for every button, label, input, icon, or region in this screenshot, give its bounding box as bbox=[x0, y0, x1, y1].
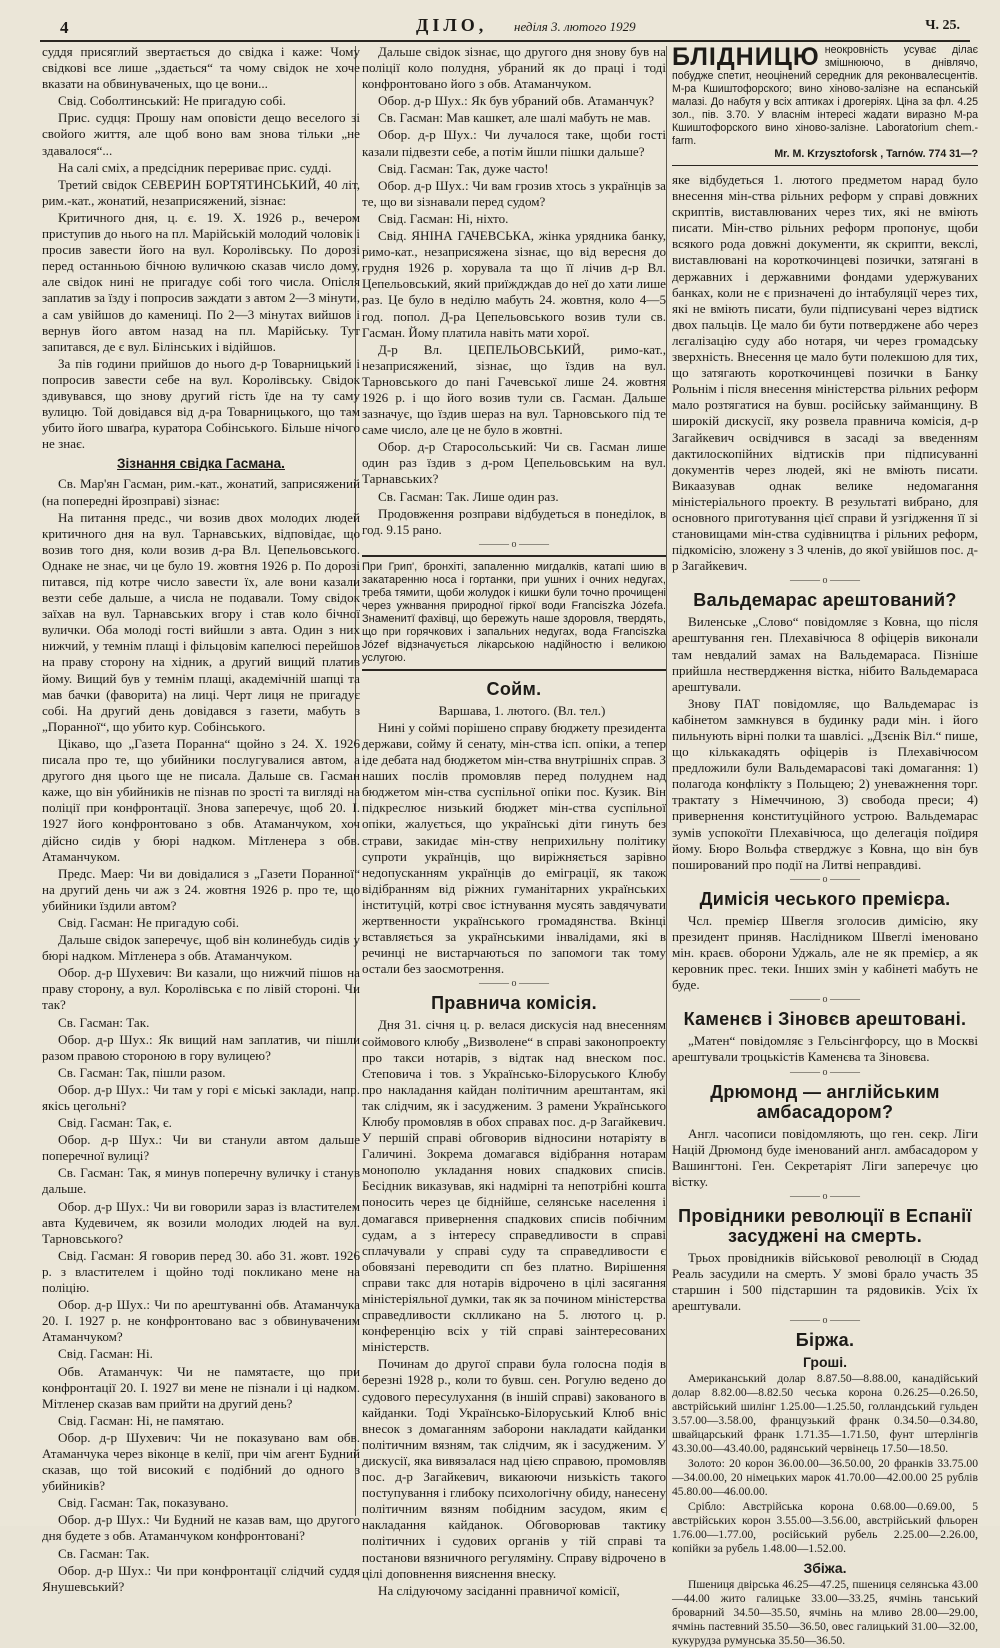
paragraph: Св. Гасман: Так. Лише один раз. bbox=[378, 488, 559, 504]
section-separator: ——— o ——— bbox=[790, 575, 860, 587]
paragraph: Третий свідок СЕВЕРИН БОРТЯТИНСЬКИЙ, 40 літ, рим.-кат., жонатий, незаприсяжений, зізнає: bbox=[42, 176, 360, 208]
paragraph: Обор. д-р Шух.: Чи по арештуванні обв. Атаманчука 20. І. 1927 р. не конфронтовано вас з обвинуваченим Атаманчуком? bbox=[42, 1297, 360, 1345]
paragraph: Обор. д-р Шух.: Чи вам грозив хтось з українців за те, що ви зізнавали перед судом? bbox=[362, 177, 666, 209]
paragraph: суддя присяглий звертається до свідка і каже: Чому свідкові все лише „здається“ та чому свідок не хоче вказати на обвинуваченых, що це вони... bbox=[42, 44, 360, 92]
paragraph: Свід. Гасман: Так, є. bbox=[58, 1115, 172, 1131]
section-title-spain: Провідники революції в Еспанії засуджені на смерть. bbox=[678, 1205, 972, 1246]
section-title-soym: Сойм. bbox=[486, 678, 542, 699]
paragraph: Обор. д-р Шух.: Як вищий нам заплатив, чи пішли разом правою стороною в гору вулицею? bbox=[42, 1031, 360, 1063]
paragraph: Обор. д-р Шухевич: Чи не показувано вам обв. Атаманчука через віконце в келії, при чім агент Будний сказав, що той високий є подібний до одного з убийників? bbox=[42, 1429, 360, 1494]
paragraph: Обор. д-р Шух.: Як був убраний обв. Атаманчук? bbox=[378, 93, 655, 109]
paragraph: Американський долар 8.87.50—8.88.00, канадійський долар 8.82.00—8.82.50 чеська корона 0.26.25—0.26.50, австрійський шилінг 1.25.00—1.25.50, голландський гульден 3.57.00—3.58.00, французький франк 0.34.50—0.34.80, швайцарський франк 1.71.35—1.71.50, фунт штерлінгів 43.30.00—43.40.00, радянський червінець 17.50—18.50. bbox=[672, 1372, 978, 1456]
advertisement-blidnytsyu bbox=[672, 44, 978, 166]
paragraph: „Матен“ повідомляє з Гельсінгфорсу, що в Москві арештували троцькістів Каменєва та Зіновєва. bbox=[672, 1033, 978, 1065]
advertisement-franciszka-jozefa: При Грип', бронхіті, запаленню мигдалків, катапі шию в закатаренню носа і гортанки, при ушних і очних недугах, треба тямити, щоби жолудок і кишки були точно прочищені через ужнвання природної гіркої води Franciszka Józefa. Знаменитї фахівці, що бережуть наше здоровля, твердять, що при горячкових і запальних недугах, вода Franciszka Józef відзначується лікарською надійностю і великою услугою. bbox=[362, 555, 666, 671]
paragraph: Нині у соймі порішено справу бюджету президента держави, сойму й сенату, мін-ства ісп. опіки, а тепер іде дебата над бюджетом мін-ства внутрішніх справ. З наших послів промовляв перед полуднем над бюджетом мін-ства суспільної опіки пос. Кузик. Він підкреслює низький бюджет мін-ства суспільної опіки, жалується, що українські діти гинуть без страви, закидає мін-ству неприхильну політику супроти українців, що виріжняється зарівно недопусканням українців до еміграції, як також відібранням від ріжних гуманітарних українських інституцій, котрі своє істнування мусять завдячувати жертвенности українського громадянства. Вкінці вставляється за українськими інвалідами, які в речинці не вистарчаються по запомоги так тому остали без заосмотрення. bbox=[362, 719, 666, 977]
paragraph: Обв. Атаманчук: Чи не памятаєте, що при конфронтації 20. І. 1927 ви мене не пізнали і ці надком. Мітленер сказав вам прийти на другий день? bbox=[42, 1363, 360, 1411]
section-title-pravnycha-komisiya: Правнича комісія. bbox=[431, 993, 597, 1014]
exchange-rates bbox=[672, 1354, 978, 1648]
paragraph: Обор. д-р Шух.: Чи лучалося таке, щоби гості казали підвезти себе, а потім йшли пішки дальше? bbox=[362, 127, 666, 159]
section-separator: ——— o ——— bbox=[790, 1066, 860, 1078]
paragraph: Обор. д-р Шух.: Чи при конфронтації слідчий суддя Янушевський? bbox=[42, 1562, 360, 1594]
page-number: 4 bbox=[60, 18, 69, 37]
paragraph: Прис. судця: Прошу нам оповісти дещо веселого зі свойого життя, але щоб воно вам знова тільки „не здавалося“... bbox=[42, 110, 360, 158]
paragraph: Знову ПАТ повідомляє, що Вальдемарас із кабінетом замкнувся в будинку ради мін. і його пильнують вірні полки та шавлісі. „Дзєнік Віл.“ пише, що кількакадять офіцерів із Плехавічюсом предложили були Вальдемарасові такі домагання: 1) полагода конфлікту з Польщею; 2) уневажнення торг. трактату з Німеччиною, 3) свобода преси; 4) привернення конституційного устрою. Вальдемарас зумів успокоїти Плехавічюса, що делегація поїдиря йому. Бюро Вольфа стверджує з Ковна, що він був поширований про події на Литві неправдиві. bbox=[672, 695, 978, 872]
paragraph: Свід. Гасман: Ні. bbox=[58, 1346, 153, 1362]
paragraph: На питання предс., чи возив двох молодих людей критичного дня на вул. Тарнавських, відповідає, що возив того дня, коли возив д-ра Вл. Цепельовського. Однаке не знає, чи це було 19. жовтня 1926 р. По дорозі питався, під котре число завести їх, але вони казали везти себе дальше, а числа не подавали. Тому свідок заїхав на вул. Тарнавських вгору і став коло бічної вулички. Оба молоді гості вийшли з авта. Один з них нижчий, у темнім плащі і фільцовім капелюсі перейшов на праву сторону на хідник, а другий вищий платив йому. Вищий був у темнім плащі, академічній шапці та мав бачки (фаворита) на лиці. Черт лиця не пригадує собі. На другий день довідався з газети, мабуть з „Поранної“, що убито кур. Собінського. bbox=[42, 509, 360, 734]
column-2 bbox=[362, 44, 666, 1598]
column-3 bbox=[672, 43, 978, 1648]
subheading-money: Гроші. bbox=[803, 1354, 847, 1371]
paragraph: Св. Мар'ян Гасман, рим.-кат., жонатий, заприсяжений (на попередні йрозправі) зізнає: bbox=[42, 476, 360, 508]
paragraph: Свід. Гасман: Так, показувано. bbox=[58, 1495, 229, 1511]
ad-headline: БЛІДНИЦЮ bbox=[672, 43, 820, 71]
paragraph: Дня 31. січня ц. р. велася дискусія над внесенням соймового клюбу „Визволене“ в справі законопроекту про такси нотарів, з відтак над внеском пос. Степовича і тов. з Українсько-Білоруського Клюбу про накладання кайдан політичним арештантам, які так слідчим, як і засудженим. З рамени Українського Клюбу промовляв в обох справах пос. д-р Загайкевич. У першій справі обговорив відносини нотаріяту в Галичині. Зокрема домагався відібрання нотарам монополю укладання нових спадкових списів. Бесідник виказував, які надмірні та непотрібні кошта поносить через це біднійше, селянське населення і домагався привернення спадкових списів побічним судам, а з інтересу справедливости в справі сплачували у справі суду та справедливости є обовязані переводити сп без платно. Вирішення справи такс для нотарів відрочено в цілі засягання міністеріяльної думки, так як за почином міністерства справедливости склликано на 5. лютого ц. р. конференцію всіх у тій справі заінтересованих міністерств. bbox=[362, 1017, 666, 1355]
section-title-drumond: Дрюмонд — англійським амбасадором? bbox=[710, 1081, 940, 1122]
paragraph: Обор. д-р Старосольський: Чи св. Гасман лише один раз їздив з д-ром Цепельовським на вул. Тарнавських? bbox=[362, 439, 666, 487]
section-separator: ——— o ——— bbox=[790, 873, 860, 885]
paragraph: Св. Гасман: Так. bbox=[58, 1014, 150, 1030]
paragraph: Св. Гасман: Мав кашкет, але шалі мабуть не мав. bbox=[378, 110, 651, 126]
section-heading: Зізнання свідка Гасмана. bbox=[117, 456, 285, 472]
paragraph: Золото: 20 корон 36.00.00—36.50.00, 20 франків 33.75.00—34.00.00, 20 німецьких марок 41.70.00—42.00.00 25 рублів 45.80.00—46.00.00. bbox=[672, 1457, 978, 1499]
paragraph: На салі сміх, а предсідник перериває прис. судді. bbox=[58, 159, 332, 175]
section-separator: ——— o ——— bbox=[790, 1190, 860, 1202]
section-title-valdemaras: Вальдемарас арештований? bbox=[693, 590, 957, 611]
newspaper-title: ДІЛО, bbox=[416, 15, 488, 35]
paragraph: Свід. Гасман: Я говорив перед 30. або 31. жовт. 1926 р. з властителем і щойно тоді покликано мене на поліцію. bbox=[42, 1247, 360, 1296]
paragraph: Свід. Гасман: Ні, не памятаю. bbox=[58, 1412, 225, 1428]
paragraph: яке відбудеться 1. лютого предметом нарад було внесення мін-ства рільних реформ у справі довжних скриптів, виставлюваних через тих, які не вміють писати. Мін-ство рільних реформ пропонує, щоби всякого рода довжні документи, як скрипти, векслі, виставлювані на короткочинцеві позички, затягані в державних і державними фондами удержуваних банках, коли не є призначені до інтабуляції через тих, які не вміють писати, були підписувані через відтиск двох пальців. Це мало би бути потверджене або через лєгалізацію суду або нотаря, чи через громадську зверхність. Внесення це мало бути полекшою для тих, що затягають короткочинцеві позички в Банку Рольнім і після внесення міністерства рільних реформ мало розтягатися на бувш. російську займанщину. В широкій дискусії, яку розвела правнича комісія, д-р Загайкевич освідчився в засаді за введенням дактилоскопійних відтисків при підписуванні документів через людей, які не вміють писати. Викаазував однак велике недомагання міністеріального проекту. В результаті вибрано, для основного приготування цієї справи й узгідження її зі становищами мін-ства судівництва і рільних реформ, підкомісію, зложену з 3 членів, до якої увійшов пос. д-р Загайкевич. bbox=[672, 172, 978, 574]
paragraph: Свід. Гасман: Так, дуже часто! bbox=[378, 160, 549, 176]
paragraph: Цікаво, що „Газета Поранна“ щойно з 24. X. 1926 писала про те, що убийники послугувалися автом, а другого дня цього ще не писала. Дальше св. Гасман каже, що він убийників не пізнав по зрості та вигляді на поліції при конфронтації. Знова заперечує, щоб 20. І. 1927 його конфронтовано з обв. Атаманчуком, хоч дійсно сидів у бюрі надком. Мітленера з обв. Атаманчуком. bbox=[42, 735, 360, 864]
subheading-grain: Збіжа. bbox=[803, 1560, 847, 1577]
paragraph: За пів години прийшов до нього д-р Товарницький і попросив завести себе на вул. Королівську. Свідок здивувався, що знову другий гість їде на ту саму вулицю. Той довідався від д-ра Товарницького, що там убито його шваґра, куратора Собінського. Більше нічого не знає. bbox=[42, 355, 360, 452]
paragraph: Св. Гасман: Так, я минув поперечну вуличку і станув дальше. bbox=[42, 1165, 360, 1197]
paragraph: Виленське „Слово“ повідомляє з Ковна, що після арештування ген. Плехавічюса 8 офіцерів виконали там невдалий замах на Вальдемараса. Пізніше прийшла нествердження вістка, нібито Вальдемараса арештували. bbox=[672, 614, 978, 694]
paragraph: Дальше свідок заперечує, щоб він колинебудь сидів у бюрі надком. Мітленера з обв. Атаманчуком. bbox=[42, 932, 360, 964]
paragraph: Свід. Соболтинський: Не пригадую собі. bbox=[58, 93, 286, 109]
column-1 bbox=[42, 44, 360, 1594]
paragraph: Свід. ЯНІНА ГАЧЕВСЬКА, жінка урядника банку, римо-кат., незаприсяжена зізнає, що від вересня до грудня 1926 р. хорувала та що її лічив д-р Вл. Цепельовський, який приїждждав до неї до хати лише раз. Це було в неділю мабуть 24. жовтня, коло 4—5 год. попол. Д-ра Цепельовського возив тули св. Гасман. Йому платила навіть мати хорої. bbox=[362, 228, 666, 340]
paragraph: Обор. д-р Шух.: Чи ви говорили зараз із властителем авта Кудевичем, як возили молодих людей на вул. Тарновського? bbox=[42, 1198, 360, 1246]
paragraph: Починам до другої справи була голосна подія в березні 1928 р., коли то бувш. сен. Рогулю ведено до судового пересулухання (в іншій справі) закованого в кайданки. Тоді Українсько-Білоруський Клюб вніс внесок з домаганням заборони накладати кайданки політичним вязням, так слідчим, як і засудженим. У дискусії, яка вивязалася над цією справою, промовляв пос. д-р Загайкевич, викаюючи низькість такого поступування і глибоку психологічну обиду, нанесену політичним вязням побідним засудом, яким є накладання кайданок. Обговорював тактику політичних і судових органів у тій справі та постанови вязничного регуляміну. Справу відрочено в цілі доповнення вияснення внеску. bbox=[362, 1356, 666, 1581]
dateline: Варшава, 1. лютого. (Вл. тел.) bbox=[438, 702, 606, 718]
ad-signature: Mr. M. Krzysztoforsk , Tarnów. 774 31—? bbox=[774, 148, 978, 160]
paragraph: Предс. Маер: Чи ви довідалися з „Газети Поранної“ на другий день чи аж з 24. жовтня 1926 р. про те, що убийники їздили автом? bbox=[42, 865, 360, 913]
paragraph: Св. Гасман: Так, пішли разом. bbox=[58, 1064, 226, 1080]
paragraph: Чсл. премієр Швегля зголосив димісію, яку президент приняв. Наслідником Швеглі іменовано мін. краєв. оборони Уджаль, але не як премієр, а як керовник прес. теки. Інших змін у кабінеті мабуть не буде. bbox=[672, 912, 978, 993]
section-separator: ——— o ——— bbox=[479, 538, 549, 550]
paragraph: Обор. д-р Шух.: Чи Будний не казав вам, що другого дня будете з обв. Атаманчуком конфронтовані? bbox=[42, 1512, 360, 1544]
paragraph: Обор. д-р Шух.: Чи там у горі є міські заклади, напр. якісь цегольні? bbox=[42, 1081, 360, 1113]
paragraph: Д-р Вл. ЦЕПЕЛЬОВСЬКИЙ, римо-кат., незаприсяжений, зізнає, що їздив на вул. Тарновського до пані Гачевської лише 24. жовтня 1926 р. і що його возив тули св. Гасман. Дальше зазначує, що їздив шераз на вул. Тарновського під те саме число, але це не було в жовтні. bbox=[362, 341, 666, 438]
section-title-kamenev: Каменєв і Зіновєв арештовані. bbox=[683, 1009, 967, 1030]
paragraph: Дальше свідок зізнає, що другого дня знову був на поліції коло полудня, убраний як до праці і тоді конфронтовано його з обв. Атаманчуком. bbox=[362, 44, 666, 92]
paragraph: Срібло: Австрійська корона 0.68.00—0.69.00, 5 австрійських корон 3.55.00—3.56.00, австрійський фльорен 1.76.00—1.77.00, російський рубель 2.25.00—2.26.00, копійки за рубель 1.48.00—1.52.00. bbox=[672, 1500, 978, 1556]
paragraph: Обор. д-р Шух.: Чи ви станули автом дальше поперечної вулиці? bbox=[42, 1132, 360, 1164]
masthead bbox=[40, 14, 970, 42]
paragraph: Св. Гасман: Так. bbox=[58, 1545, 150, 1561]
column-divider bbox=[666, 46, 667, 1516]
issue-number: Ч. 25. bbox=[925, 18, 960, 33]
section-title-dymisiya: Димісія чеського премієра. bbox=[699, 888, 951, 909]
paragraph: Свід. Гасман: Ні, ніхто. bbox=[378, 210, 509, 226]
paragraph: Англ. часописи повідомляють, що ген. секр. Ліги Націй Дрюмонд буде іменований англ. амбасадором у Вашингтоні. Ген. Секретаріят Ліги заперечує цю вістку. bbox=[672, 1125, 978, 1189]
paragraph: Пшениця двірська 46.25—47.25, пшениця селянська 43.00—44.00 жито галицьке 33.00—33.25, ячмінь танський броварний 34.50—35.50, ячмінь на мливо 28.00—29.00, ячмінь пастевний 35.50—36.50, овес галицький 31.00—32.00, кукурудза румунська 35.50—36.50. bbox=[672, 1578, 978, 1648]
section-separator: ——— o ——— bbox=[479, 978, 549, 990]
paragraph: Продовження розправи відбудеться в понеділок, в год. 9.15 рано. bbox=[362, 505, 666, 537]
paragraph: На слідуючому засіданні правничої комісії, bbox=[378, 1582, 620, 1598]
paragraph: Обор. д-р Шухевич: Ви казали, що нижчий пішов на праву сторону, а вул. Королівська є по лівій стороні. Чи так? bbox=[42, 965, 360, 1013]
issue-date: неділя 3. лютого 1929 bbox=[514, 19, 636, 34]
paragraph: Трьох провідників військової революції в Сюдад Реаль засудили на смерть. У змові брало участь 35 старшин і 500 підстаршин та рядовиків. Усіх їх арештували. bbox=[672, 1249, 978, 1314]
ad-body: неокровність усуває ділає змішнюючо, в днівлячо, побудже спетит, неоцінений середник для реконвалесцентів. М-ра Кшиштофорского; вино хіново-залізне на еспанській малазі. До набутя у всіх аптиках і дрогеріях. Ціна за фл. 4.25 зол., пів. 3.70. У власнім інтересі жадати виразно М-ра Кшиштофорского вино хіново-залізне. Laboratorium chem.-farm. bbox=[672, 44, 978, 147]
paragraph: Критичного дня, ц. є. 19. X. 1926 р., вечером приступив до нього на пл. Марійській молодий чоловік і просив завести його на вул. Королівську. По дорозі перед останньою бічною вуличкою сказав число дому, але свідок нині не пригадує собі того числа. Опісля заплатив за їзду і попросив заждати з автом 2—3 мінути, а сам увійшов до камениці. По 2—3 мінутах вийшов і вернув його автом назад на пл. Марійську. Тут запитався, де є вул. Білінських і відійшов. bbox=[42, 209, 360, 354]
section-separator: ——— o ——— bbox=[790, 1315, 860, 1327]
section-separator: ——— o ——— bbox=[790, 994, 860, 1006]
section-title-birzha: Біржа. bbox=[795, 1330, 855, 1351]
paragraph: Свід. Гасман: Не пригадую собі. bbox=[58, 914, 240, 930]
